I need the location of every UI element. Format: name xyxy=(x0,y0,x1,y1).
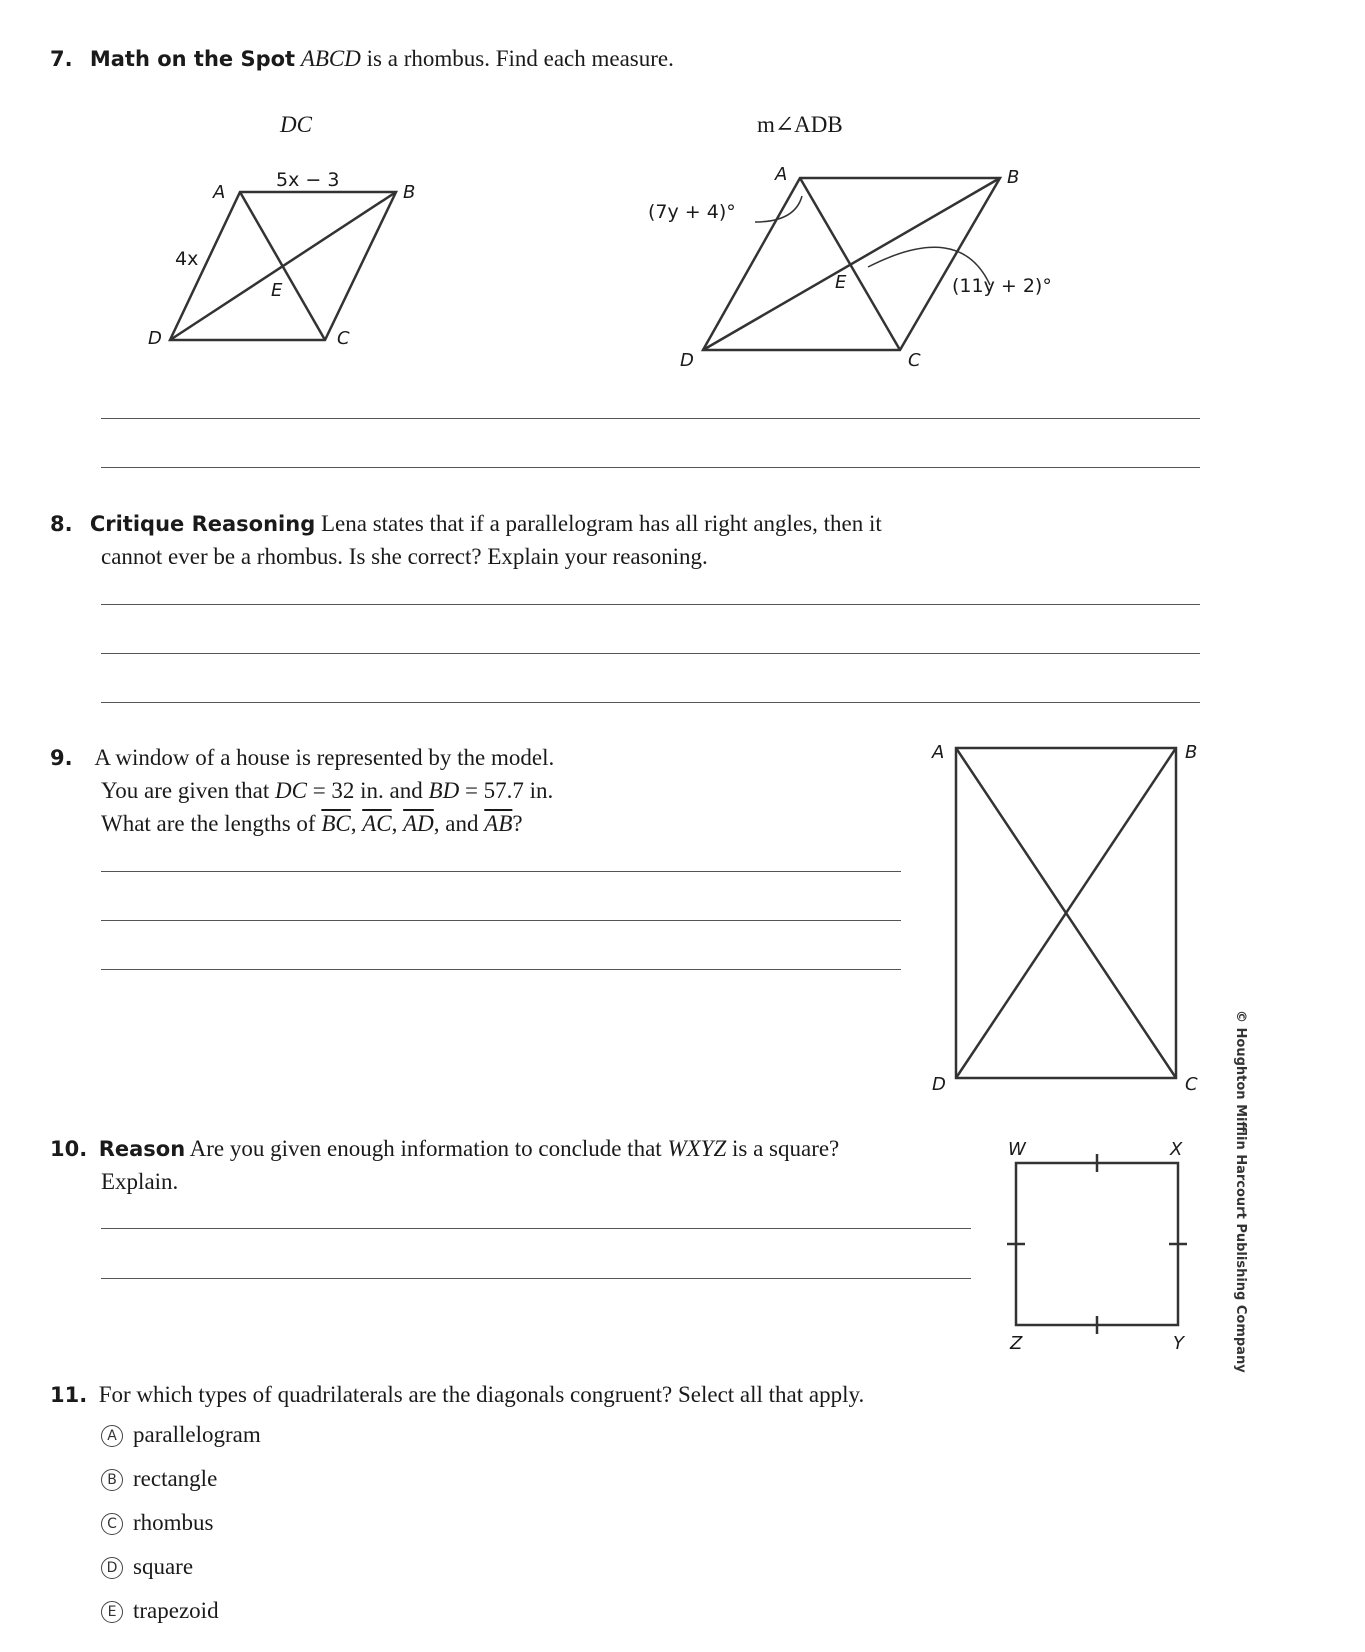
q10-prompt xyxy=(50,1132,839,1166)
rhombus-2-vertex-d: D xyxy=(680,350,694,371)
rhombus-2-vertex-c: C xyxy=(908,350,921,371)
q9-line-3-a: What are the lengths of xyxy=(101,811,316,836)
option-a-circle[interactable]: A xyxy=(101,1425,123,1447)
rhombus-2-angle-label-2: (11y + 2)° xyxy=(952,275,1052,297)
q9-seg-ac: $\overline{AC}$ xyxy=(362,811,392,836)
q11-option-e[interactable] xyxy=(101,1598,219,1624)
q10-text-a: Are you given enough information to conclude that xyxy=(189,1136,662,1161)
q9-seg-ad: $\overline{AD}$ xyxy=(403,811,434,836)
q9-line-2-a: You are given that xyxy=(101,778,270,803)
q11-number: 11. xyxy=(50,1383,88,1407)
window-vertex-a: A xyxy=(932,742,945,763)
q9-line-2 xyxy=(101,774,553,807)
window-vertex-b: B xyxy=(1185,742,1198,763)
q9-qmark: ? xyxy=(512,811,523,836)
q9-seg-bc: $\overline{BC}$ xyxy=(321,811,351,836)
q9-number: 9. xyxy=(50,746,73,770)
rhombus-2-angle-label-1: (7y + 4)° xyxy=(648,201,736,223)
q7-answer-line-1[interactable] xyxy=(101,418,1200,419)
option-c-circle[interactable]: C xyxy=(101,1513,123,1535)
q11-option-b[interactable] xyxy=(101,1466,217,1492)
q7-heading: Math on the Spot xyxy=(89,47,296,71)
q9-bd: BD xyxy=(428,778,460,803)
q7-rhombus-name: ABCD xyxy=(300,46,361,71)
rhombus-2-diagonal-bd xyxy=(703,178,1000,350)
option-c-label: rhombus xyxy=(133,1510,214,1535)
q7-number: 7. xyxy=(50,47,73,71)
q9-seg-ab: $\overline{AB}$ xyxy=(484,811,513,836)
q8-prompt xyxy=(50,507,1150,541)
option-b-circle[interactable]: B xyxy=(101,1469,123,1491)
square-vertex-y: Y xyxy=(1173,1333,1184,1354)
rhombus-1-vertex-c: C xyxy=(337,328,350,349)
copyright-notice: © Houghton Mifflin Harcourt Publishing Company xyxy=(1233,1010,1248,1373)
rhombus-1-vertex-d: D xyxy=(148,328,162,349)
rhombus-2-vertex-a: A xyxy=(775,164,788,185)
q10-heading: Reason xyxy=(98,1137,186,1161)
square-wxyz xyxy=(1016,1163,1178,1325)
q9-line-2-b: = 32 in. and xyxy=(312,778,423,803)
q8-heading: Critique Reasoning xyxy=(89,512,316,536)
q7-answer-line-2[interactable] xyxy=(101,467,1200,468)
q8-line-1: Lena states that if a parallelogram has all right angles, then it xyxy=(320,511,882,536)
square-vertex-w: W xyxy=(1008,1139,1026,1160)
q9-line-1 xyxy=(50,741,554,775)
window-vertex-c: C xyxy=(1185,1074,1198,1095)
q9-answer-line-1[interactable] xyxy=(101,871,901,872)
square-vertex-z: Z xyxy=(1010,1333,1023,1354)
q9-answer-line-3[interactable] xyxy=(101,969,901,970)
square-vertex-x: X xyxy=(1170,1139,1183,1160)
q8-line-2: cannot ever be a rhombus. Is she correct? Explain your reasoning. xyxy=(101,544,708,569)
option-d-label: square xyxy=(133,1554,194,1579)
q11-prompt xyxy=(50,1378,864,1412)
rhombus-2-vertex-b: B xyxy=(1007,167,1020,188)
q8-answer-line-3[interactable] xyxy=(101,702,1200,703)
q10-quad: WXYZ xyxy=(667,1136,727,1161)
window-vertex-d: D xyxy=(932,1074,946,1095)
q9-line-3: What are the lengths of $\overline{BC}$, $\overline{AC}$, $\overline{AD}$, and $\overline{AB}$? xyxy=(101,811,523,836)
q7-text: is a rhombus. Find each measure. xyxy=(366,46,674,71)
option-e-label: trapezoid xyxy=(133,1598,219,1623)
rhombus-1-vertex-e: E xyxy=(271,280,283,301)
q11-option-a[interactable] xyxy=(101,1422,261,1448)
q9-and: and xyxy=(445,811,479,836)
rhombus-2-vertex-e: E xyxy=(835,272,847,293)
option-d-circle[interactable]: D xyxy=(101,1557,123,1579)
option-b-label: rectangle xyxy=(133,1466,218,1491)
rhombus-1-side-label: 4x xyxy=(175,248,199,270)
q11-option-d[interactable] xyxy=(101,1554,193,1580)
q7-part2-label: m∠ADB xyxy=(757,112,843,137)
q10-answer-line-1[interactable] xyxy=(101,1228,971,1229)
q7-part1-label: DC xyxy=(280,112,312,137)
q11-text: For which types of quadrilaterals are the diagonals congruent? Select all that apply. xyxy=(98,1382,865,1407)
q10-number: 10. xyxy=(50,1137,88,1161)
option-a-label: parallelogram xyxy=(133,1422,261,1447)
q9-dc: DC xyxy=(274,778,307,803)
q8-number: 8. xyxy=(50,512,73,536)
q11-option-c[interactable] xyxy=(101,1510,214,1536)
q10-answer-line-2[interactable] xyxy=(101,1278,971,1279)
q9-line-2-c: = 57.7 in. xyxy=(464,778,554,803)
rhombus-1-vertex-a: A xyxy=(213,182,226,203)
rhombus-1-vertex-b: B xyxy=(403,182,416,203)
q10-text-b: is a square? xyxy=(731,1136,840,1161)
q9-answer-line-2[interactable] xyxy=(101,920,901,921)
q8-answer-line-2[interactable] xyxy=(101,653,1200,654)
rhombus-1-top-label: 5x − 3 xyxy=(276,169,340,191)
q9-line-1-text: A window of a house is represented by the model. xyxy=(94,745,555,770)
q8-answer-line-1[interactable] xyxy=(101,604,1200,605)
option-e-circle[interactable]: E xyxy=(101,1601,123,1623)
q10-line-2: Explain. xyxy=(101,1169,179,1194)
